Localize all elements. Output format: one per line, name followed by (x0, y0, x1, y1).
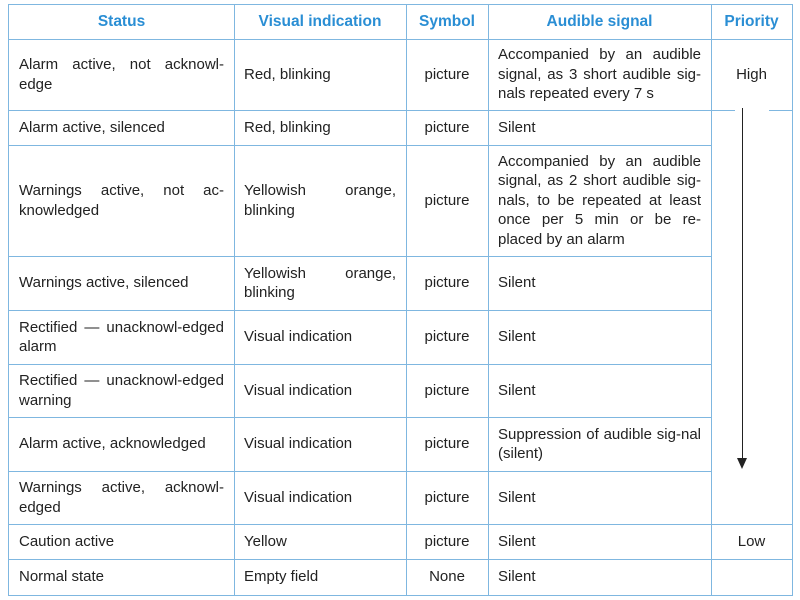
priority-low-label: Low (737, 532, 766, 550)
audible-cell: Silent (498, 488, 536, 506)
status-cell: Warnings active, not ac-knowledged (19, 182, 224, 219)
status-cell: Warnings active, acknowl-edged (19, 479, 224, 516)
visual-cell: Empty field (244, 568, 319, 586)
symbol-cell: picture (424, 381, 470, 399)
symbol-cell: picture (424, 488, 470, 506)
header-audible-signal: Audible signal (546, 13, 653, 30)
audible-cell: Suppression of audible sig-nal (silent) (498, 425, 701, 462)
symbol-cell: picture (424, 435, 470, 453)
symbol-cell: picture (424, 191, 470, 209)
visual-cell: Yellow (244, 532, 287, 550)
symbol-cell: picture (424, 328, 470, 346)
priority-high-label: High (736, 65, 767, 83)
header-symbol: Symbol (419, 13, 475, 30)
priority-arrow-shaft (742, 108, 743, 458)
status-cell: Warnings active, silenced (19, 274, 189, 292)
status-cell: Rectified — unacknowl-edged alarm (19, 318, 224, 355)
visual-cell: Yellowish orange, blinking (244, 264, 396, 301)
visual-cell: Visual indication (244, 328, 353, 346)
audible-cell: Silent (498, 532, 536, 550)
visual-cell: Visual indication (244, 435, 353, 453)
visual-cell: Yellowish orange, blinking (244, 182, 396, 219)
status-cell: Normal state (19, 568, 105, 586)
symbol-cell: None (429, 568, 465, 586)
priority-tick (769, 110, 792, 111)
symbol-cell: picture (424, 65, 470, 83)
status-cell: Rectified — unacknowl-edged warning (19, 372, 224, 409)
status-cell: Alarm active, acknowledged (19, 435, 206, 453)
symbol-cell: picture (424, 532, 470, 550)
visual-cell: Red, blinking (244, 118, 331, 136)
header-visual-indication: Visual indication (258, 13, 382, 30)
header-status: Status (97, 13, 146, 30)
audible-cell: Silent (498, 118, 536, 136)
audible-cell: Silent (498, 381, 536, 399)
audible-cell: Accompanied by an audible signal, as 2 short audible sig-nals, to be repeated at least once per 5 min or be re-placed by an alarm (498, 152, 701, 248)
status-table (8, 4, 793, 596)
visual-cell: Visual indication (244, 381, 353, 399)
symbol-cell: picture (424, 274, 470, 292)
status-cell: Alarm active, not acknowl-edge (19, 56, 224, 93)
audible-cell: Silent (498, 568, 536, 586)
priority-tick (711, 110, 735, 111)
symbol-cell: picture (424, 118, 470, 136)
audible-cell: Silent (498, 328, 536, 346)
visual-cell: Red, blinking (244, 65, 331, 83)
header-priority: Priority (724, 13, 779, 30)
status-cell: Alarm active, silenced (19, 118, 165, 136)
audible-cell: Silent (498, 274, 536, 292)
priority-arrow-head-icon (737, 458, 747, 469)
status-cell: Caution active (19, 532, 115, 550)
visual-cell: Visual indication (244, 488, 353, 506)
audible-cell: Accompanied by an audible signal, as 3 short audible sig-nals repeated every 7 s (498, 46, 701, 103)
